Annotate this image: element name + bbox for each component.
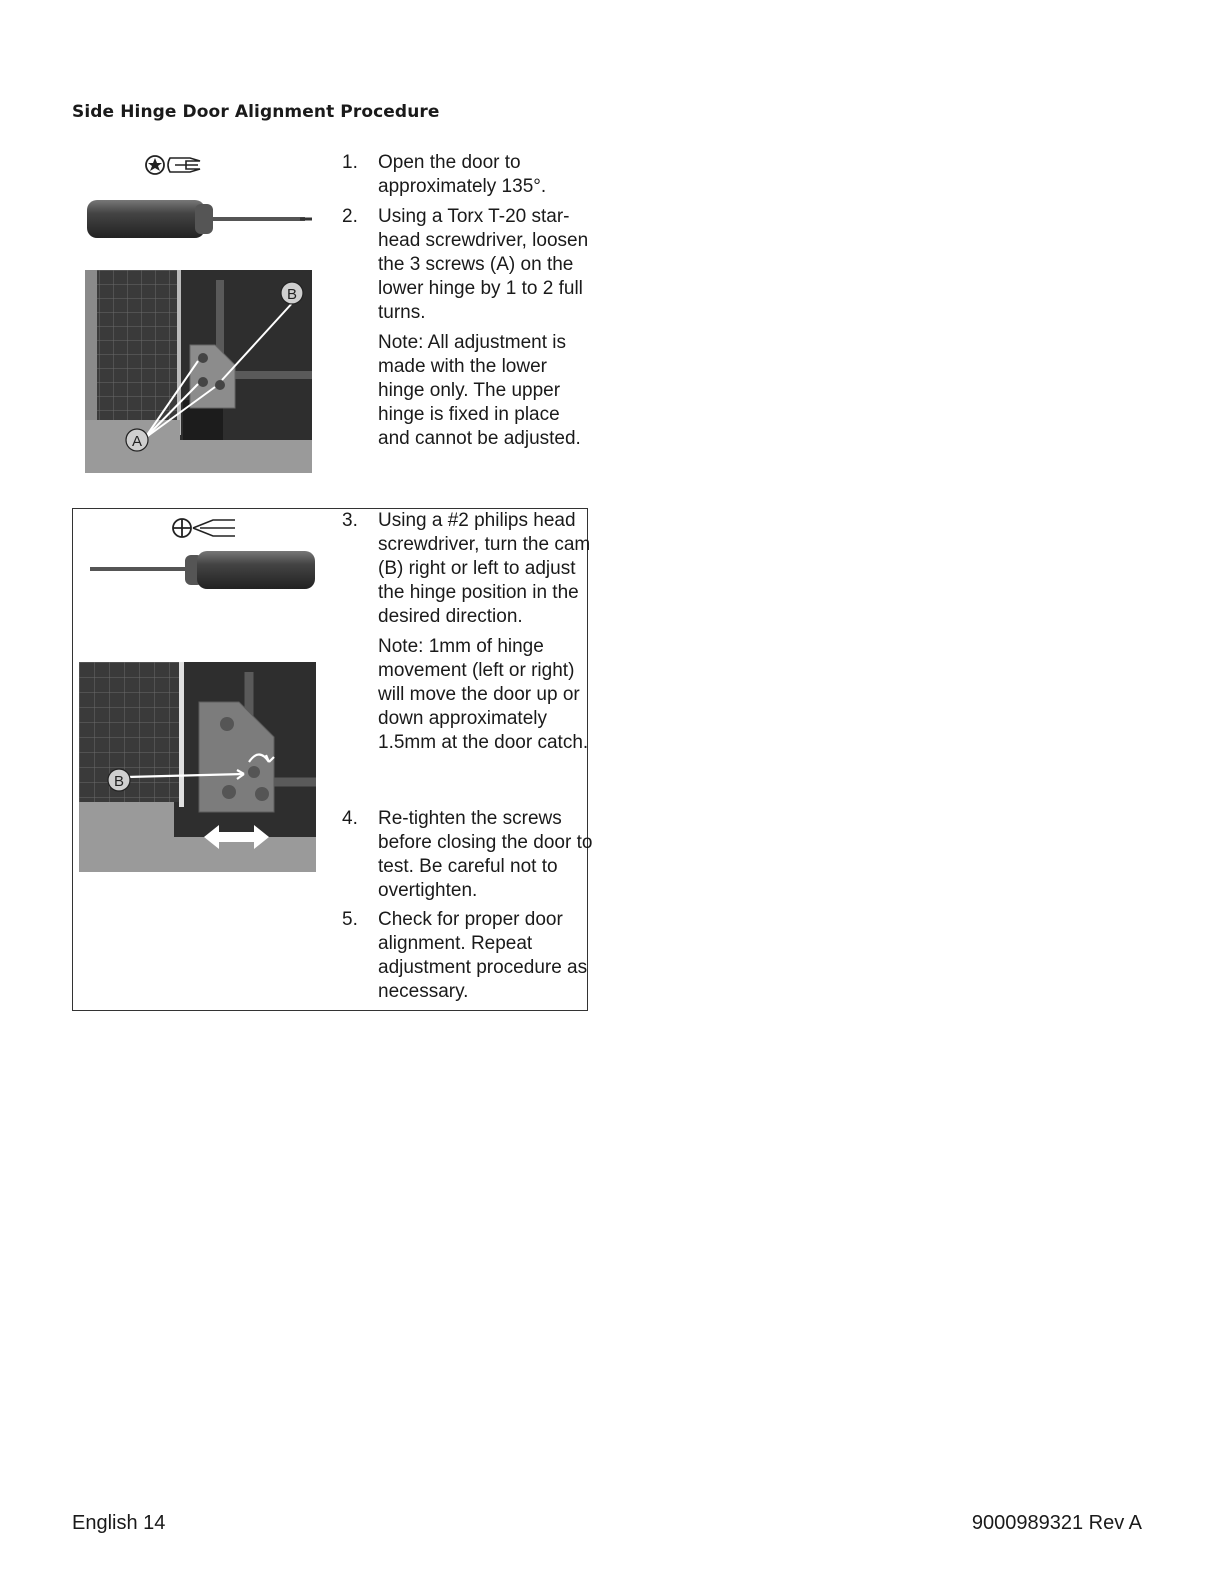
phillips-screwdriver-figure	[85, 510, 325, 610]
footer-page-number: English 14	[72, 1512, 166, 1534]
step-5-number: 5.	[342, 909, 358, 930]
step-2-number: 2.	[342, 206, 358, 227]
step-3-note: Note: 1mm of hinge movement (left or right) will move the door up or down approximately 1.5mm at the door catch.	[378, 636, 589, 753]
step-2-note: Note: All adjustment is made with the lower hinge only. The upper hinge is fixed in place and cannot be adjusted.	[378, 332, 581, 449]
lower-hinge-photo	[85, 270, 312, 473]
torx-screwdriver-icon	[87, 200, 312, 238]
page-title: Side Hinge Door Alignment Procedure	[72, 102, 440, 122]
footer-document-id: 9000989321 Rev A	[971, 1512, 1142, 1534]
torx-screwdriver-figure	[80, 150, 320, 250]
callout-b-2	[108, 769, 130, 791]
step-4-number: 4.	[342, 808, 358, 829]
step-1-number: 1.	[342, 152, 358, 173]
cam-adjust-photo	[79, 662, 316, 872]
step-3-text: Using a #2 philips head screwdriver, turn the cam (B) right or left to adjust the hinge position in the desired direction.	[378, 510, 591, 627]
phillips-bit-icon	[173, 519, 235, 537]
torx-bit-icon	[146, 156, 200, 174]
step-3-number: 3.	[342, 510, 358, 531]
callout-b-label: B	[286, 286, 298, 303]
step-4-text: Re-tighten the screws before closing the door to test. Be careful not to overtighten.	[378, 808, 593, 901]
callout-a-label: A	[131, 433, 143, 450]
callout-b-2-label: B	[113, 773, 125, 790]
callout-b	[281, 282, 303, 304]
step-1-text: Open the door to approximately 135°.	[378, 152, 547, 197]
callout-a	[126, 429, 148, 451]
step-5-text: Check for proper door alignment. Repeat adjustment procedure as necessary.	[378, 909, 588, 1002]
step-2-text: Using a Torx T-20 star-head screwdriver, loosen the 3 screws (A) on the lower hinge by 1 to 2 full turns.	[378, 206, 589, 323]
phillips-screwdriver-icon	[90, 551, 315, 589]
